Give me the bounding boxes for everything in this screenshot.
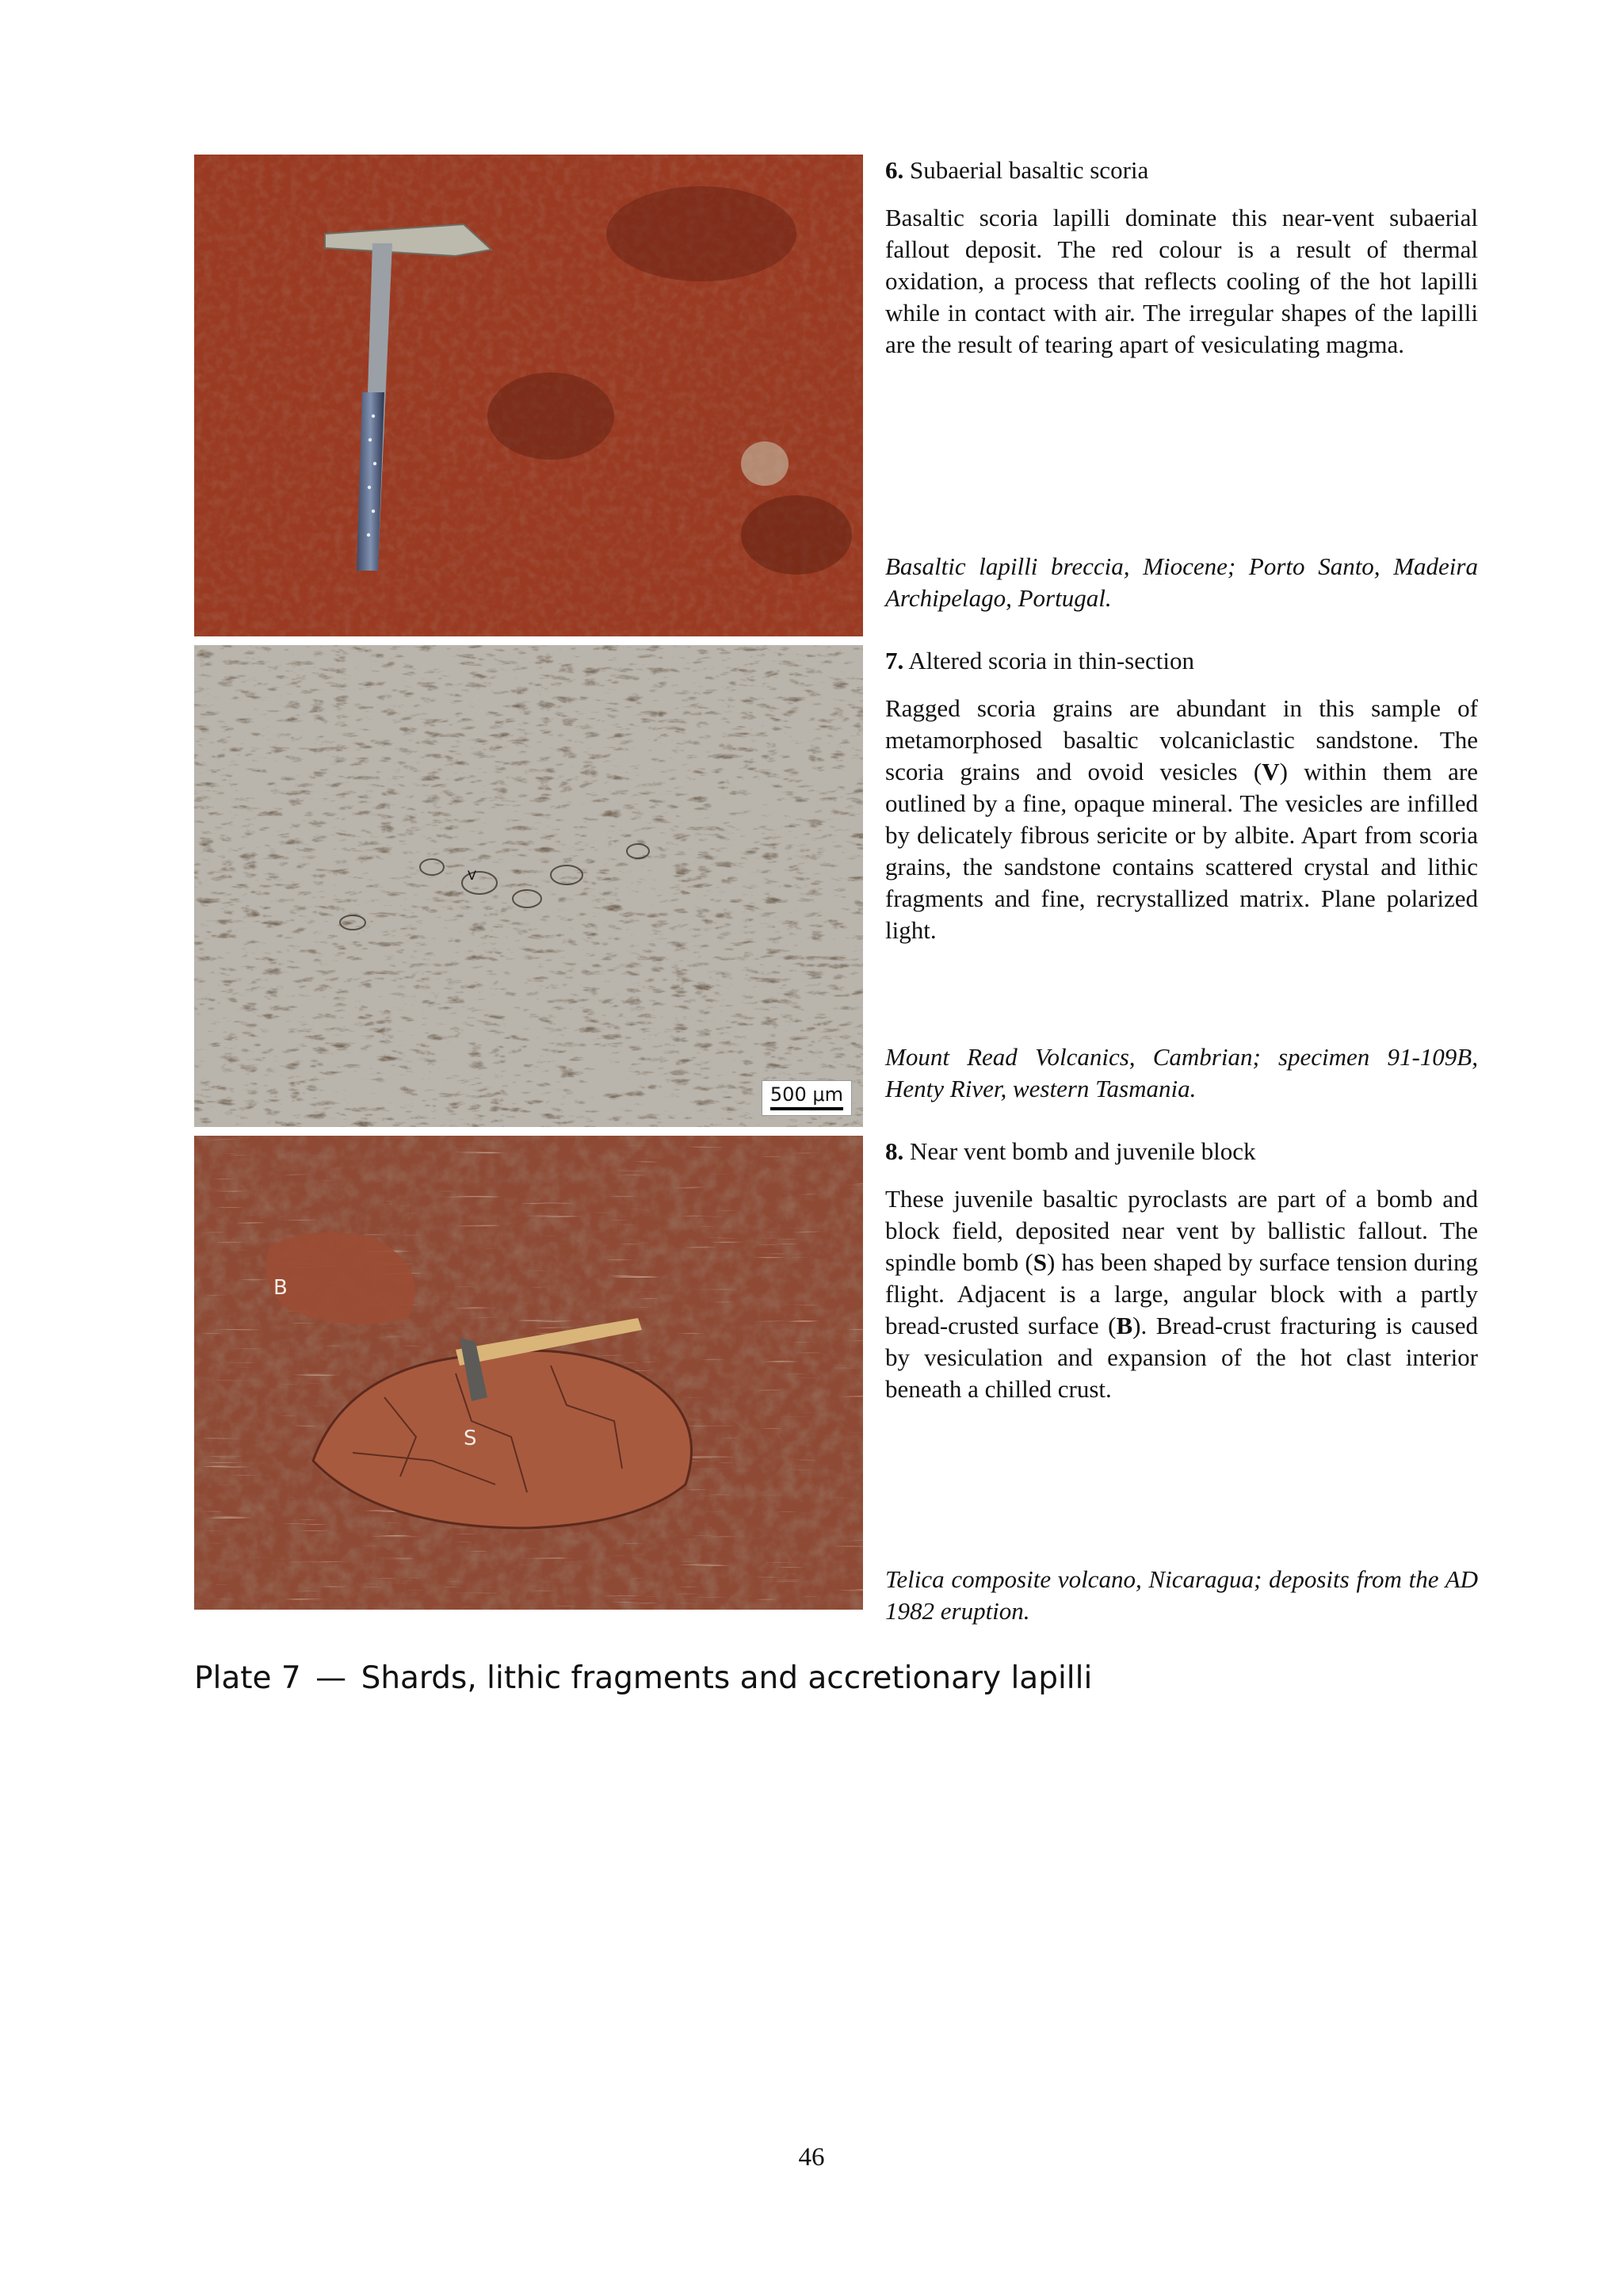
- photo-bomb-and-block: [194, 1136, 863, 1610]
- plate-title-dash: —: [315, 1660, 347, 1696]
- plate-title: [194, 1658, 1092, 1699]
- entry-description: These juvenile basaltic pyroclasts are part of a bomb and block field, deposited near vent by ballistic fallout. The spindle bomb (S) has been shaped by surface tension during flight. Adjacent is a large, angular block with a partly bread-crusted surface (B). Bread-crust fracturing is caused by vesiculation and expansion of the hot clast interior beneath a chilled crust.: [885, 1185, 1478, 1403]
- entry-number: 7.: [885, 647, 904, 674]
- entry-location: Telica composite volcano, Nicaragua; deposits from the AD 1982 eruption.: [885, 1565, 1478, 1625]
- photo-basaltic-scoria: [194, 155, 863, 636]
- entry-title: Altered scoria in thin-section: [908, 647, 1194, 674]
- entry-8: [885, 1136, 1478, 1627]
- entry-title: Near vent bomb and juvenile block: [910, 1137, 1256, 1165]
- block-label: B: [273, 1276, 288, 1300]
- entry-heading: [885, 1136, 1478, 1167]
- entry-number: 6.: [885, 156, 904, 184]
- entry-location: Basaltic lapilli breccia, Miocene; Porto Santo, Madeira Archipelago, Portugal.: [885, 552, 1478, 612]
- plate-title-text: Shards, lithic fragments and accretionary lapilli: [361, 1660, 1093, 1696]
- entry-heading: [885, 645, 1478, 677]
- scale-bar: [762, 1080, 852, 1116]
- entry-location: Mount Read Volcanics, Cambrian; specimen 91-109B, Henty River, western Tasmania.: [885, 1043, 1478, 1102]
- entry-7: [885, 645, 1478, 1105]
- page-number: 46: [798, 2143, 825, 2172]
- entry-6: [885, 155, 1478, 614]
- photo-thin-section: [194, 645, 863, 1127]
- entry-description: Basaltic scoria lapilli dominate this near-vent subaerial fallout deposit. The red colour is a result of thermal oxidation, a process that reflects cooling of the hot lapilli while in contact with air. The irregular shapes of the lapilli are the result of tearing apart of vesiculating magma.: [885, 204, 1478, 358]
- entry-title: Subaerial basaltic scoria: [910, 156, 1149, 184]
- entry-description: Ragged scoria grains are abundant in this sample of metamorphosed basaltic volcaniclastic sandstone. The scoria grains and ovoid vesicles (V) within them are outlined by a fine, opaque mineral. The vesicles are infilled by delicately fibrous sericite or by albite. Apart from scoria grains, the sandstone contains scattered crystal and lithic fragments and fine, recrystallized matrix. Plane polarized light.: [885, 694, 1478, 944]
- bomb-label: S: [464, 1427, 477, 1450]
- entry-heading: [885, 155, 1478, 186]
- scale-bar-label: 500 μm: [769, 1083, 843, 1106]
- vesicle-label: V: [468, 868, 476, 883]
- entry-number: 8.: [885, 1137, 904, 1165]
- plate-title-prefix: Plate 7: [194, 1660, 301, 1696]
